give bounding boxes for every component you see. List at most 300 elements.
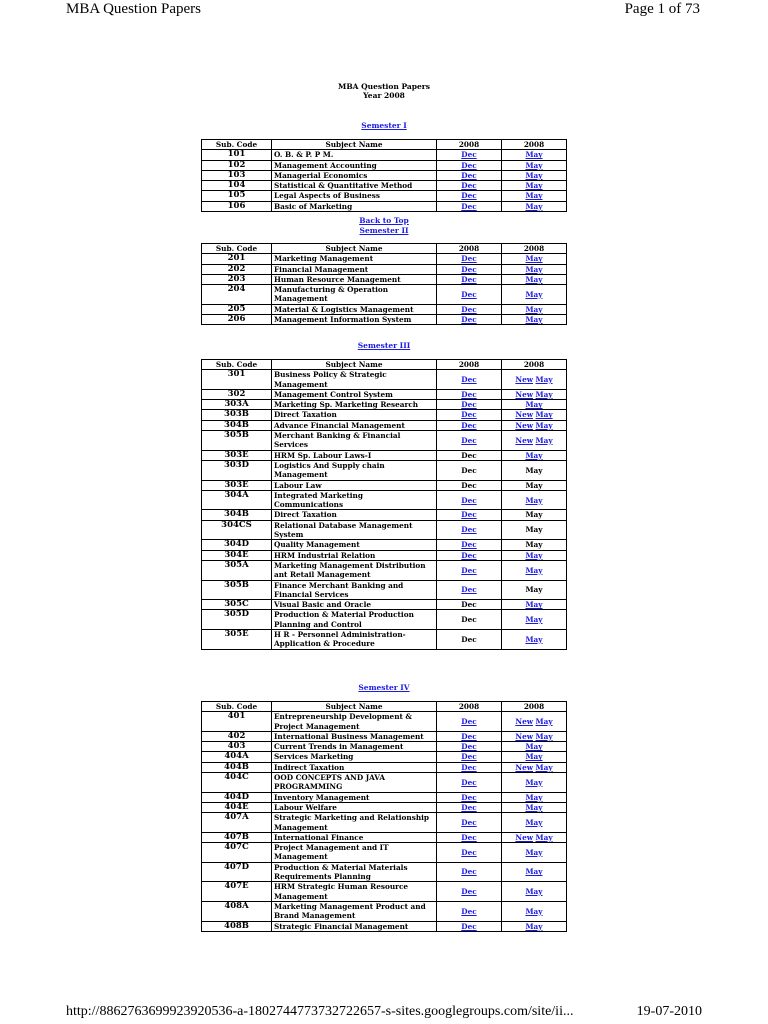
paper-link[interactable]: May [525,191,543,201]
table-row [202,170,567,180]
subject-code: 301 [202,370,272,390]
paper-cell-may [502,762,567,772]
paper-cell-dec [437,600,502,610]
paper-link[interactable]: May [535,389,553,399]
paper-cell-dec [437,170,502,180]
table-row [202,921,567,931]
table-header-row [202,140,567,150]
col-header-year-1: 2008 [437,140,502,150]
col-header-year-1: 2008 [437,702,502,712]
paper-cell-may [502,802,567,812]
paper-cell-dec [437,285,502,305]
subject-name: Financial Management [272,264,437,274]
paper-cell-dec [437,802,502,812]
table-row [202,901,567,921]
paper-link[interactable]: Dec [461,289,477,299]
paper-link[interactable]: Dec [461,817,477,827]
subject-name: Logistics And Supply chain Management [272,460,437,480]
paper-cell-may [502,731,567,741]
table-row [202,150,567,160]
paper-link[interactable]: May [525,634,543,644]
col-header-code: Sub. Code [202,360,272,370]
paper-cell-dec [437,420,502,430]
paper-cell-may [502,813,567,833]
subject-name: Services Marketing [272,752,437,762]
table-row [202,420,567,430]
table-row [202,315,567,325]
subject-code: 303B [202,410,272,420]
table-row [202,773,567,793]
subject-name: Business Policy & Strategic Management [272,370,437,390]
semester-link[interactable]: Semester I [361,121,407,130]
table-row [202,731,567,741]
paper-cell-dec [437,921,502,931]
subject-code: 407C [202,843,272,863]
subject-code: 201 [202,254,272,264]
subject-name: Relational Database Management System [272,520,437,540]
col-header-subject: Subject Name [272,360,437,370]
paper-cell-may [502,600,567,610]
paper-cell-may [502,431,567,451]
table-row [202,610,567,630]
paper-link[interactable]: Dec [461,495,477,505]
paper-cell-may [502,160,567,170]
table-row [202,832,567,842]
header-title: MBA Question Papers [66,1,201,17]
table-row [202,712,567,732]
paper-link[interactable]: May [535,435,553,445]
paper-link[interactable]: May [535,832,553,842]
subject-name: Visual Basic and Oracle [272,600,437,610]
paper-link[interactable]: New [515,832,533,842]
subject-name: Integrated Marketing Communications [272,490,437,510]
paper-link[interactable]: New [515,374,533,384]
paper-label: May [525,465,543,475]
paper-link[interactable]: Dec [461,762,477,772]
page-number: Page 1 of 73 [624,1,700,17]
papers-table [201,359,567,650]
subject-name: H R - Personnel Administration-Application & Procedure [272,630,437,650]
paper-link[interactable]: New [515,435,533,445]
table-row [202,431,567,451]
paper-link[interactable]: Dec [461,867,477,877]
paper-cell-may [502,773,567,793]
subject-code: 404C [202,773,272,793]
semester-4-section [0,683,768,932]
subject-code: 404D [202,792,272,802]
paper-cell-dec [437,882,502,902]
paper-link[interactable]: May [525,450,543,460]
subject-name: International Business Management [272,731,437,741]
paper-link[interactable]: Dec [461,420,477,430]
paper-link[interactable]: May [525,752,543,762]
paper-link[interactable]: May [525,201,543,211]
semester-3-section [0,341,768,650]
paper-cell-may [502,170,567,180]
paper-link[interactable]: May [535,410,553,420]
paper-link[interactable]: Dec [461,525,477,535]
paper-cell-may [502,901,567,921]
paper-cell-may [502,274,567,284]
paper-link[interactable]: Dec [461,191,477,201]
paper-label: Dec [461,465,477,475]
subject-name: Merchant Banking & Financial Services [272,431,437,451]
table-row [202,882,567,902]
subject-code: 408B [202,921,272,931]
paper-cell-may [502,191,567,201]
paper-link[interactable]: Dec [461,540,477,550]
paper-cell-dec [437,490,502,510]
subject-code: 106 [202,201,272,211]
paper-link[interactable]: Dec [461,792,477,802]
subject-name: Managerial Economics [272,170,437,180]
subject-code: 205 [202,304,272,314]
paper-cell-may [502,480,567,490]
paper-link[interactable]: May [525,921,543,931]
paper-link[interactable]: Dec [461,150,477,160]
paper-cell-dec [437,201,502,211]
paper-cell-dec [437,550,502,560]
spacer [0,693,768,701]
papers-table [201,701,567,932]
semester-link[interactable]: Semester II [359,226,409,235]
paper-link[interactable]: May [525,304,543,314]
paper-link[interactable]: New [515,762,533,772]
subject-code: 404E [202,802,272,812]
paper-cell-may [502,520,567,540]
paper-link[interactable]: Dec [461,410,477,420]
paper-link[interactable]: Dec [461,254,477,264]
semester-link[interactable]: Semester III [357,341,411,350]
paper-cell-dec [437,450,502,460]
table-row [202,450,567,460]
table-row [202,264,567,274]
subject-name: Human Resource Management [272,274,437,284]
subject-code: 101 [202,150,272,160]
paper-link[interactable]: May [525,615,543,625]
table-row [202,191,567,201]
subject-code: 102 [202,160,272,170]
col-header-year-2: 2008 [502,360,567,370]
subject-name: Marketing Management Distribution ant Retail Management [272,560,437,580]
subject-name: Direct Taxation [272,510,437,520]
back-to-top-link[interactable]: Back to Top [359,216,409,225]
paper-link[interactable]: Dec [461,181,477,191]
paper-cell-dec [437,901,502,921]
subject-code: 304B [202,510,272,520]
paper-link[interactable]: Dec [461,389,477,399]
subject-name: HRM Industrial Relation [272,550,437,560]
subject-name: Advance Financial Management [272,420,437,430]
page-header [0,0,768,20]
paper-cell-may [502,843,567,863]
subject-name: Production & Material Materials Requirements Planning [272,862,437,882]
col-header-year-2: 2008 [502,244,567,254]
table-row [202,480,567,490]
paper-cell-may [502,510,567,520]
paper-link[interactable]: Dec [461,264,477,274]
paper-link[interactable]: Dec [461,742,477,752]
paper-cell-dec [437,792,502,802]
subject-name: Strategic Marketing and Relationship Management [272,813,437,833]
subject-name: Production & Material Production Planning and Control [272,610,437,630]
subject-name: Marketing Management Product and Brand Management [272,901,437,921]
spacer [0,236,768,243]
paper-label: Dec [461,480,477,490]
paper-cell-may [502,389,567,399]
paper-cell-dec [437,400,502,410]
paper-link[interactable]: New [515,389,533,399]
paper-link[interactable]: May [525,600,543,610]
paper-link[interactable]: May [525,315,543,325]
col-header-year-1: 2008 [437,360,502,370]
paper-cell-may [502,792,567,802]
paper-link[interactable]: Dec [461,777,477,787]
paper-link[interactable]: New [515,410,533,420]
paper-cell-dec [437,389,502,399]
subject-code: 104 [202,181,272,191]
paper-link[interactable]: Dec [461,565,477,575]
table-row [202,460,567,480]
table-row [202,762,567,772]
paper-cell-dec [437,264,502,274]
table-row [202,752,567,762]
paper-cell-may [502,610,567,630]
table-row [202,274,567,284]
table-row [202,490,567,510]
paper-label: May [525,540,543,550]
spacer [0,351,768,359]
document-title: MBA Question Papers [338,82,430,91]
table-row [202,802,567,812]
document-title-block [0,82,768,100]
paper-link[interactable]: Dec [461,435,477,445]
subject-name: Statistical & Quantitative Method [272,181,437,191]
subject-code: 305D [202,610,272,630]
paper-link[interactable]: Dec [461,170,477,180]
subject-name: Material & Logistics Management [272,304,437,314]
paper-link[interactable]: New [515,731,533,741]
table-header-row [202,244,567,254]
semester-link[interactable]: Semester IV [358,683,410,692]
paper-link[interactable]: May [525,400,543,410]
subject-name: HRM Sp. Labour Laws-I [272,450,437,460]
paper-link[interactable]: Dec [461,274,477,284]
paper-label: May [525,585,543,595]
paper-link[interactable]: Dec [461,802,477,812]
paper-cell-may [502,742,567,752]
paper-cell-may [502,181,567,191]
paper-link[interactable]: May [525,181,543,191]
paper-cell-dec [437,752,502,762]
subject-code: 105 [202,191,272,201]
paper-link[interactable]: Dec [461,304,477,314]
paper-link[interactable]: Dec [461,921,477,931]
col-header-code: Sub. Code [202,244,272,254]
paper-label: Dec [461,600,477,610]
subject-code: 302 [202,389,272,399]
subject-name: Strategic Financial Management [272,921,437,931]
paper-link[interactable]: May [525,495,543,505]
paper-cell-may [502,304,567,314]
paper-cell-dec [437,762,502,772]
paper-link[interactable]: Dec [461,550,477,560]
paper-label: Dec [461,634,477,644]
paper-link[interactable]: Dec [461,374,477,384]
papers-table [201,139,567,212]
paper-cell-dec [437,610,502,630]
subject-code: 408A [202,901,272,921]
papers-table [201,243,567,325]
subject-code: 305A [202,560,272,580]
table-row [202,630,567,650]
paper-link[interactable]: Dec [461,832,477,842]
paper-cell-may [502,550,567,560]
paper-cell-may [502,630,567,650]
subject-name: Basic of Marketing [272,201,437,211]
subject-code: 103 [202,170,272,180]
paper-link[interactable]: Dec [461,315,477,325]
table-row [202,201,567,211]
paper-link[interactable]: May [525,565,543,575]
paper-link[interactable]: May [525,264,543,274]
paper-link[interactable]: Dec [461,585,477,595]
paper-cell-dec [437,510,502,520]
paper-cell-may [502,832,567,842]
paper-cell-may [502,490,567,510]
subject-name: Current Trends in Management [272,742,437,752]
paper-link[interactable]: May [525,254,543,264]
paper-cell-dec [437,773,502,793]
paper-link[interactable]: Dec [461,400,477,410]
paper-link[interactable]: May [535,762,553,772]
paper-link[interactable]: Dec [461,847,477,857]
subject-code: 206 [202,315,272,325]
paper-label: May [525,525,543,535]
paper-link[interactable]: May [525,274,543,284]
paper-link[interactable]: Dec [461,510,477,520]
subject-name: Labour Welfare [272,802,437,812]
subject-code: 304D [202,540,272,550]
subject-name: Manufacturing & Operation Management [272,285,437,305]
paper-link[interactable]: Dec [461,731,477,741]
paper-link[interactable]: May [535,716,553,726]
table-row [202,862,567,882]
subject-code: 305B [202,580,272,600]
paper-link[interactable]: May [525,886,543,896]
footer-url: http://886276369992392053​6-a-1802744773732722657-s-sites.googlegroups.com/site/ii... [66,1004,574,1019]
paper-link[interactable]: May [525,847,543,857]
subject-code: 304CS [202,520,272,540]
paper-link[interactable]: New [515,716,533,726]
paper-cell-may [502,862,567,882]
paper-cell-dec [437,160,502,170]
paper-link[interactable]: Dec [461,160,477,170]
subject-code: 305B [202,431,272,451]
table-row [202,285,567,305]
paper-cell-dec [437,254,502,264]
subject-name: Quality Management [272,540,437,550]
subject-name: Management Information System [272,315,437,325]
paper-link[interactable]: May [525,150,543,160]
table-header-row [202,360,567,370]
paper-link[interactable]: May [525,792,543,802]
footer-date: 19-07-2010 [636,1004,702,1019]
paper-label: May [525,510,543,520]
paper-link[interactable]: May [525,742,543,752]
subject-name: Management Accounting [272,160,437,170]
subject-name: Labour Law [272,480,437,490]
subject-code: 407B [202,832,272,842]
paper-link[interactable]: Dec [461,716,477,726]
paper-cell-may [502,264,567,274]
paper-link[interactable]: May [535,731,553,741]
subject-code: 403 [202,742,272,752]
paper-link[interactable]: Dec [461,886,477,896]
paper-cell-may [502,254,567,264]
paper-cell-may [502,370,567,390]
table-row [202,520,567,540]
paper-cell-dec [437,304,502,314]
col-header-subject: Subject Name [272,702,437,712]
subject-name: Legal Aspects of Business [272,191,437,201]
table-row [202,540,567,550]
paper-link[interactable]: Dec [461,201,477,211]
table-header-row [202,702,567,712]
paper-link[interactable]: May [525,289,543,299]
subject-name: HRM Strategic Human Resource Management [272,882,437,902]
paper-link[interactable]: May [525,906,543,916]
subject-name: Management Control System [272,389,437,399]
paper-cell-dec [437,370,502,390]
paper-link[interactable]: Dec [461,752,477,762]
col-header-code: Sub. Code [202,140,272,150]
paper-link[interactable]: May [525,777,543,787]
paper-link[interactable]: May [535,420,553,430]
paper-cell-dec [437,274,502,284]
paper-link[interactable]: May [525,550,543,560]
table-row [202,181,567,191]
col-header-year-2: 2008 [502,702,567,712]
paper-link[interactable]: May [535,374,553,384]
paper-cell-may [502,882,567,902]
paper-cell-may [502,201,567,211]
subject-code: 204 [202,285,272,305]
col-header-year-1: 2008 [437,244,502,254]
col-header-subject: Subject Name [272,244,437,254]
paper-cell-dec [437,431,502,451]
paper-link[interactable]: May [525,802,543,812]
paper-link[interactable]: May [525,817,543,827]
table-row [202,742,567,752]
paper-cell-dec [437,813,502,833]
paper-link[interactable]: May [525,170,543,180]
subject-code: 303E [202,450,272,460]
col-header-subject: Subject Name [272,140,437,150]
paper-link[interactable]: May [525,160,543,170]
paper-cell-dec [437,315,502,325]
semester-2-section [0,216,768,325]
paper-link[interactable]: Dec [461,906,477,916]
table-row [202,370,567,390]
subject-code: 305E [202,630,272,650]
subject-code: 304A [202,490,272,510]
subject-name: Project Management and IT Management [272,843,437,863]
paper-link[interactable]: May [525,867,543,877]
paper-cell-dec [437,540,502,550]
paper-cell-may [502,540,567,550]
paper-link[interactable]: New [515,420,533,430]
